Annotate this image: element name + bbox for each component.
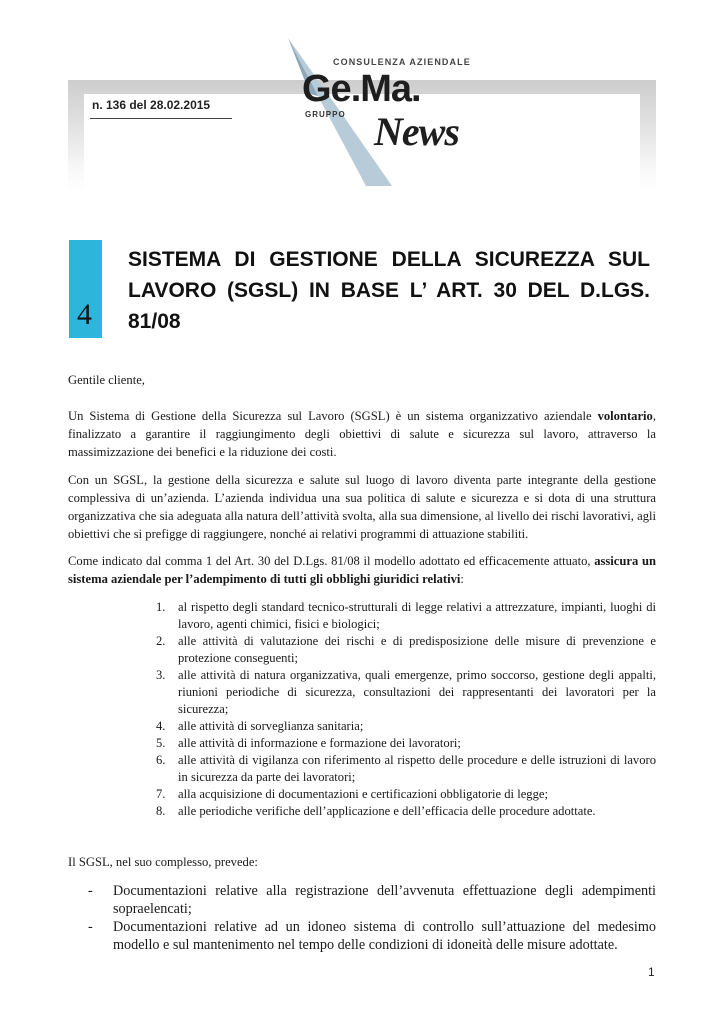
list-item-text: Documentazioni relative alla registrazione dell’avvenuta effettuazione degli adempimenti sopraelencati; [113, 883, 656, 917]
list-item-text: alle attività di vigilanza con riferimento al rispetto delle procedure e delle istruzioni di lavoro in sicurezza da parte dei lavoratori; [178, 753, 656, 784]
logo-news: News [374, 109, 459, 154]
paragraph-art30 [68, 552, 656, 588]
issue-number: n. 136 del 28.02.2015 [92, 98, 211, 112]
list-item [150, 667, 656, 718]
list-item [150, 752, 656, 786]
paragraph-intro [68, 407, 656, 461]
provisions-list [88, 882, 656, 954]
list-item [88, 882, 656, 918]
list-item [150, 718, 656, 735]
section-number: 4 [77, 298, 92, 331]
page-number: 1 [648, 965, 655, 979]
paragraph-art30-tail: : [460, 572, 464, 586]
list-item-text: alla acquisizione di documentazioni e certificazioni obbligatorie di legge; [178, 787, 548, 801]
paragraph-art30-text: Come indicato dal comma 1 del Art. 30 del D.Lgs. 81/08 il modello adottato ed efficacemente attuato, [68, 554, 595, 568]
logo-name: Ge.Ma. [302, 68, 421, 110]
list-item [150, 786, 656, 803]
greeting: Gentile cliente, [68, 373, 145, 387]
list-item-text: Documentazioni relative ad un idoneo sistema di controllo sull’attuazione del medesimo modello e sul mantenimento nel tempo delle condizioni di idoneità delle misure adottate. [113, 919, 656, 953]
paragraph-intro-bold: volontario [597, 409, 653, 423]
paragraph-intro-text: Un Sistema di Gestione della Sicurezza sul Lavoro (SGSL) è un sistema organizzativo aziendale [68, 409, 598, 423]
list-item-number: 3. [156, 668, 166, 682]
logo-group: GRUPPO [305, 110, 346, 119]
paragraph-provisions: Il SGSL, nel suo complesso, prevede: [68, 855, 258, 869]
dash-marker: - [88, 883, 93, 899]
logo-tagline: CONSULENZA AZIENDALE [333, 57, 471, 67]
list-item [150, 803, 656, 820]
list-item-text: al rispetto degli standard tecnico-strutturali di legge relativi a attrezzature, impianti, luoghi di lavoro, agenti chimici, fisici e biologici; [178, 600, 656, 631]
list-item [150, 633, 656, 667]
paragraph-intro-tail: , finalizzato a garantire il raggiungimento degli obiettivi di salute e sicurezza sul lavoro, attraverso la massimizzazione dei benefici e la riduzione dei costi. [68, 409, 656, 459]
list-item-text: alle periodiche verifiche dell’applicazione e dell’efficacia delle procedure adottate. [178, 804, 596, 818]
list-item-number: 8. [156, 804, 166, 818]
list-item [88, 918, 656, 954]
list-item-text: alle attività di sorveglianza sanitaria; [178, 719, 364, 733]
list-item-number: 4. [156, 719, 166, 733]
list-item-text: alle attività di natura organizzativa, quali emergenze, primo soccorso, gestione degli appalti, riunioni periodiche di sicurezza, consultazioni dei rappresentanti dei lavoratori per la sicurezza; [178, 668, 656, 716]
dash-marker: - [88, 919, 93, 935]
list-item-text: alle attività di valutazione dei rischi e di predisposizione delle misure di prevenzione e protezione conseguenti; [178, 634, 656, 665]
list-item-number: 7. [156, 787, 166, 801]
list-item [150, 599, 656, 633]
list-item-number: 1. [156, 600, 166, 614]
list-item-number: 6. [156, 753, 166, 767]
page-title: SISTEMA DI GESTIONE DELLA SICUREZZA SUL LAVORO (SGSL) IN BASE L’ ART. 30 DEL D.LGS. 81/08 [128, 248, 650, 333]
list-item [150, 735, 656, 752]
list-item-text: alle attività di informazione e formazione dei lavoratori; [178, 736, 461, 750]
list-item-number: 5. [156, 736, 166, 750]
paragraph-sgsl: Con un SGSL, la gestione della sicurezza e salute sul luogo di lavoro diventa parte integrante della gestione complessiva di un’azienda. L’azienda individua una sua politica di salute e sicurezza e si dota di una struttura organizzativa che sia adeguata alla natura dell’attività svolta, alla sua dimensione, al livello dei rischi lavorativi, agli obiettivi che si prefigge di raggiungere, nonché ai relativi programmi di attuazione stabiliti. [68, 473, 656, 541]
obligations-list [150, 599, 656, 820]
list-item-number: 2. [156, 634, 166, 648]
paragraph-art30-bold: assicura un sistema aziendale per l’adempimento di tutti gli obblighi giuridici relativi [68, 554, 656, 586]
section-number-box [69, 240, 102, 338]
issue-divider [90, 118, 232, 119]
